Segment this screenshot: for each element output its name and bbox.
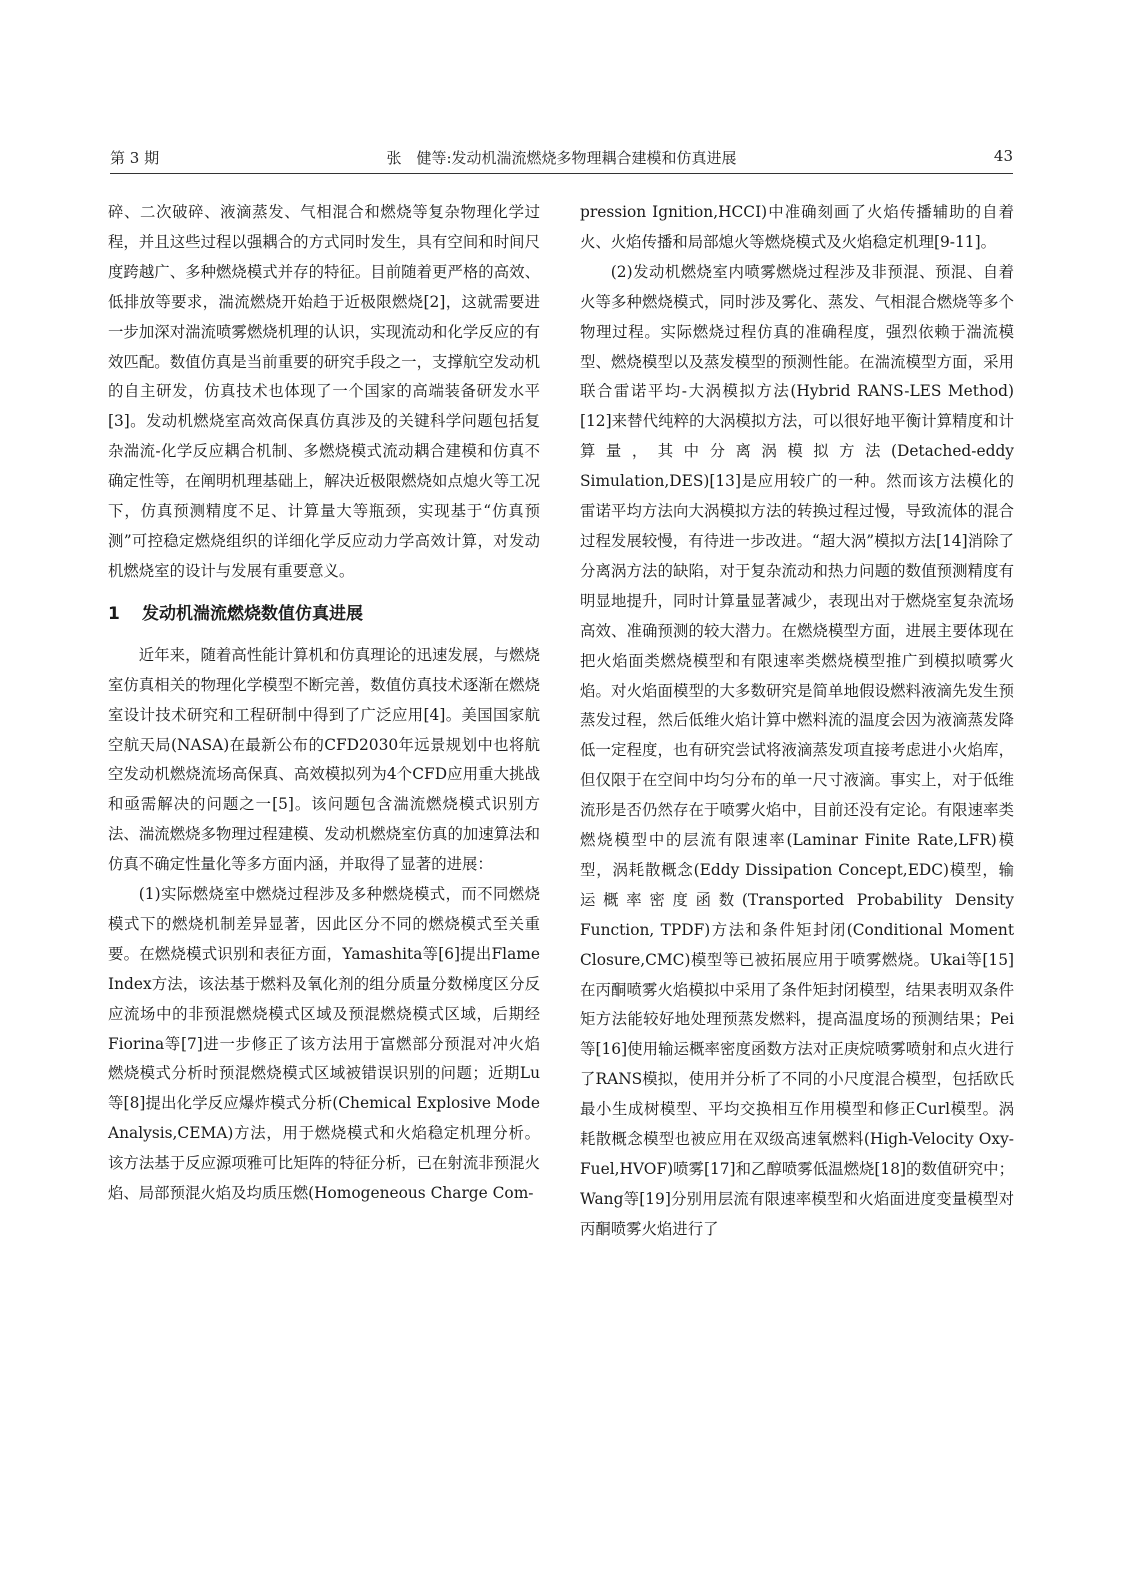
paragraph: 碎、二次破碎、液滴蒸发、气相混合和燃烧等复杂物理化学过程，并且这些过程以强耦合的方式同时发生，具有空间和时间尺度跨越广、多种燃烧模式并存的特征。目前随着更严格的高效、低排放等要求，湍流燃烧开始趋于近极限燃烧[2]，这就需要进一步加深对湍流喷雾燃烧机理的认识，实现流动和化学反应的有效匹配。数值仿真是当前重要的研究手段之一，支撑航空发动机的自主研发，仿真技术也体现了一个国家的高端装备研发水平[3]。发动机燃烧室高效高保真仿真涉及的关键科学问题包括复杂湍流-化学反应耦合机制、多燃烧模式流动耦合建模和仿真不确定性等，在阐明机理基础上，解决近极限燃烧如点熄火等工况下，仿真预测精度不足、计算量大等瓶颈，实现基于“仿真预测”可控稳定燃烧组织的详细化学反应动力学高效计算，对发动机燃烧室的设计与发展有重要意义。 <box>108 203 540 580</box>
header-rule <box>110 173 1013 174</box>
running-title: 张 健等:发动机湍流燃烧多物理耦合建模和仿真进展 <box>386 149 737 167</box>
paragraph: (2)发动机燃烧室内喷雾燃烧过程涉及非预混、预混、自着火等多种燃烧模式，同时涉及雾化、蒸发、气相混合燃烧等多个物理过程。实际燃烧过程仿真的准确程度，强烈依赖于湍流模型、燃烧模型以及蒸发模型的预测性能。在湍流模型方面，采用联合雷诺平均-大涡模拟方法(Hybrid RANS-LES Method)[12]来替代纯粹的大涡模拟方法，可以很好地平衡计算精度和计算量，其中分离涡模拟方法(Detached-eddy Simulation,DES)[13]是应用较广的一种。然而该方法模化的雷诺平均方法向大涡模拟方法的转换过程过慢，导致流体的混合过程发展较慢，有待进一步改进。“超大涡”模拟方法[14]消除了分离涡方法的缺陷，对于复杂流动和热力问题的数值预测精度有明显地提升，同时计算量显著减少，表现出对于燃烧室复杂流场高效、准确预测的较大潜力。在燃烧模型方面，进展主要体现在把火焰面类燃烧模型和有限速率类燃烧模型推广到模拟喷雾火焰。对火焰面模型的大多数研究是简单地假设燃料液滴先发生预蒸发过程，然后低维火焰计算中燃料流的温度会因为液滴蒸发降低一定程度，也有研究尝试将液滴蒸发项直接考虑进小火焰库，但仅限于在空间中均匀分布的单一尺寸液滴。事实上，对于低维流形是否仍然存在于喷雾火焰中，目前还没有定论。有限速率类燃烧模型中的层流有限速率(Laminar Finite Rate,LFR)模型，涡耗散概念(Eddy Dissipation Concept,EDC)模型，输运概率密度函数(Transported Probability Density Function, TPDF)方法和条件矩封闭(Conditional Moment Closure,CMC)模型等已被拓展应用于喷雾燃烧。Ukai等[15]在丙酮喷雾火焰模拟中采用了条件矩封闭模型，结果表明双条件矩方法能较好地处理预蒸发燃料，提高温度场的预测结果；Pei等[16]使用输运概率密度函数方法对正庚烷喷雾喷射和点火进行了RANS模拟，使用并分析了不同的小尺度混合模型，包括欧氏最小生成树模型、平均交换相互作用模型和修正Curl模型。涡耗散概念模型也被应用在双级高速氧燃料(High-Velocity Oxy-Fuel,HVOF)喷雾[17]和乙醇喷雾低温燃烧[18]的数值研究中；Wang等[19]分别用层流有限速率模型和火焰面进度变量模型对丙酮喷雾火焰进行了 <box>580 262 1014 1238</box>
section-number: 1 <box>108 603 120 624</box>
left-column <box>108 198 540 1209</box>
issue-label: 第 3 期 <box>110 149 160 167</box>
paragraph: 近年来，随着高性能计算机和仿真理论的迅速发展，与燃烧室仿真相关的物理化学模型不断完善，数值仿真技术逐渐在燃烧室设计技术研究和工程研制中得到了广泛应用[4]。美国国家航空航天局(NASA)在最新公布的CFD2030年远景规划中也将航空发动机燃烧流场高保真、高效模拟列为4个CFD应用重大挑战和亟需解决的问题之一[5]。该问题包含湍流燃烧模式识别方法、湍流燃烧多物理过程建模、发动机燃烧室仿真的加速算法和仿真不确定性量化等多方面内涵，并取得了显著的进展： <box>108 645 540 874</box>
section-title: 发动机湍流燃烧数值仿真进展 <box>142 603 363 624</box>
section-heading <box>108 600 540 628</box>
page-number: 43 <box>993 147 1013 165</box>
running-header <box>110 147 1013 171</box>
paragraph: (1)实际燃烧室中燃烧过程涉及多种燃烧模式，而不同燃烧模式下的燃烧机制差异显著，因此区分不同的燃烧模式至关重要。在燃烧模式识别和表征方面，Yamashita等[6]提出Flame Index方法，该法基于燃料及氧化剂的组分质量分数梯度区分反应流场中的非预混燃烧模式区域及预混燃烧模式区域，后期经Fiorina等[7]进一步修正了该方法用于富燃部分预混对冲火焰燃烧模式分析时预混燃烧模式区域被错误识别的问题；近期Lu等[8]提出化学反应爆炸模式分析(Chemical Explosive Mode Analysis,CEMA)方法，用于燃烧模式和火焰稳定机理分析。该方法基于反应源项雅可比矩阵的特征分析，已在射流非预混火焰、局部预混火焰及均质压燃(Homogeneous Charge Com- <box>108 885 540 1203</box>
paragraph: pression Ignition,HCCI)中准确刻画了火焰传播辅助的自着火、火焰传播和局部熄火等燃烧模式及火焰稳定机理[9-11]。 <box>580 203 1014 251</box>
right-column <box>580 198 1014 1245</box>
